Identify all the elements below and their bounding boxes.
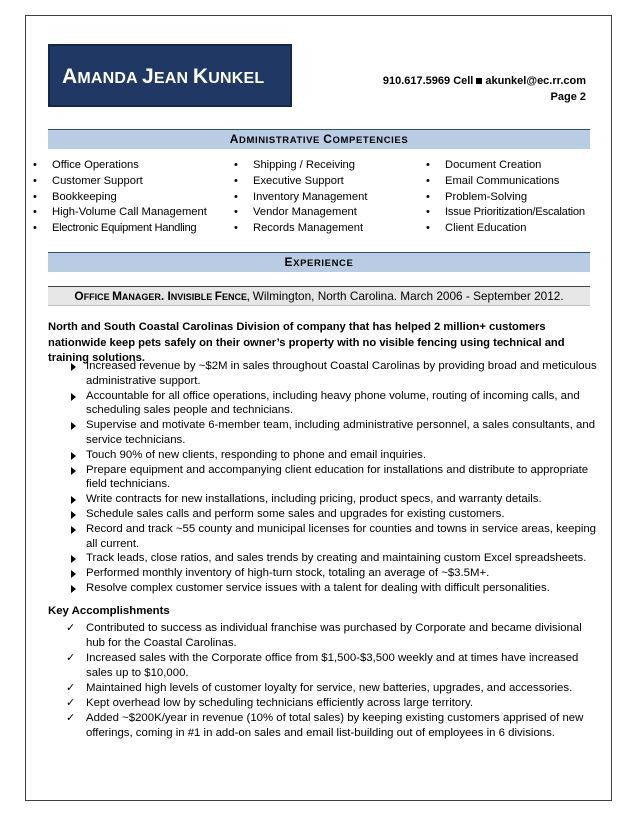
list-item: Prepare equipment and accompanying client education for installations and distribute to appropriate field technicians. <box>62 463 602 493</box>
competencies-column-2 <box>234 158 367 237</box>
resume-page <box>25 15 612 801</box>
competency-item: • Document Creation <box>426 158 585 174</box>
competencies-column-3 <box>426 158 585 237</box>
checkmark-icon: ✓ <box>66 622 76 634</box>
competency-item: • Email Communications <box>426 174 585 190</box>
list-item: ✓ Increased sales with the Corporate office from $1,500-$3,500 weekly and at times have increased sales up to $10,000. <box>66 651 579 679</box>
competency-item: • Executive Support <box>234 174 367 190</box>
competencies-heading: ADMINISTRATIVE COMPETENCIES <box>48 129 590 149</box>
competency-item: • Customer Support <box>33 174 207 190</box>
job-details: Wilmington, North Carolina. March 2006 - September 2012. <box>249 289 564 303</box>
competencies-column-1 <box>33 158 207 237</box>
email-address: akunkel@ec.rr.com <box>485 75 586 87</box>
competency-item: • Problem-Solving <box>426 190 585 206</box>
competency-item: • Office Operations <box>33 158 207 174</box>
experience-heading: EXPERIENCE <box>48 252 590 272</box>
responsibilities-list <box>62 359 602 596</box>
page-number: Page 2 <box>550 91 586 103</box>
candidate-name: AMANDA JEAN KUNKEL <box>62 65 265 88</box>
competency-item: • Inventory Management <box>234 190 367 206</box>
job-title-bar <box>48 286 590 306</box>
list-item: Supervise and motivate 6-member team, including administrative personnel, a sales consultants, and service technicians. <box>62 418 602 448</box>
name-banner <box>48 44 292 107</box>
phone-number: 910.617.5969 Cell <box>382 75 474 87</box>
list-item: Increased revenue by ~$2M in sales throughout Coastal Carolinas by providing broad and meticulous administrative support. <box>62 359 602 389</box>
competency-item: • Issue Prioritization/Escalation <box>426 205 585 221</box>
checkmark-icon: ✓ <box>66 696 76 709</box>
competency-item: • Electronic Equipment Handling <box>33 221 207 237</box>
accomplishments-list <box>62 621 602 740</box>
checkmark-icon: ✓ <box>66 682 76 695</box>
list-item: Touch 90% of new clients, responding to phone and email inquiries. <box>62 448 602 463</box>
list-item: ✓ Added ~$200K/year in revenue (10% of total sales) by keeping existing customers apprised of new offerings, coming in #1 in add-on sales and email list-building out of employees in 6 divisions. <box>66 711 584 739</box>
list-item: Record and track ~55 county and municipal licenses for counties and towns in service areas, keeping all current. <box>62 522 602 552</box>
list-item: ✓ Kept overhead low by scheduling technicians efficiently across large territory. <box>66 696 474 709</box>
list-item: Write contracts for new installations, including pricing, product specs, and warranty details. <box>62 492 602 507</box>
competency-item: • Shipping / Receiving <box>234 158 367 174</box>
job-title: OFFICE MANAGER. INVISIBLE FENCE, <box>74 289 250 303</box>
list-item: Schedule sales calls and perform some sales and upgrades for existing customers. <box>62 507 602 522</box>
competency-item: • High-Volume Call Management <box>33 205 207 221</box>
list-item: Performed monthly inventory of high-turn stock, totaling an average of ~$3.5M+. <box>62 566 602 581</box>
division-summary: North and South Coastal Carolinas Division of company that has helped 2 million+ customers nationwide keep pets safely on their owner’s property with no visible fencing using technical and training solutions. <box>48 321 565 364</box>
square-bullet-icon <box>476 78 482 84</box>
checkmark-icon: ✓ <box>66 651 76 664</box>
list-item: Accountable for all office operations, including heavy phone volume, routing of incoming calls, and scheduling sales people and technicians. <box>62 389 602 419</box>
list-item: Resolve complex customer service issues with a talent for dealing with difficult personalities. <box>62 581 602 596</box>
contact-info <box>383 73 586 105</box>
competency-item: • Bookkeeping <box>33 190 207 206</box>
competency-item: • Client Education <box>426 221 585 237</box>
list-item: ✓ Contributed to success as individual franchise was purchased by Corporate and became divisional hub for the Coastal Carolinas. <box>66 622 582 649</box>
checkmark-icon: ✓ <box>66 711 76 724</box>
competency-item: • Records Management <box>234 221 367 237</box>
list-item: Track leads, close ratios, and sales trends by creating and maintaining custom Excel spreadsheets. <box>62 551 602 566</box>
list-item: ✓ Maintained high levels of customer loyalty for service, new batteries, upgrades, and accessories. <box>66 682 573 695</box>
competency-item: • Vendor Management <box>234 205 367 221</box>
key-accomplishments-heading: Key Accomplishments <box>48 605 170 617</box>
